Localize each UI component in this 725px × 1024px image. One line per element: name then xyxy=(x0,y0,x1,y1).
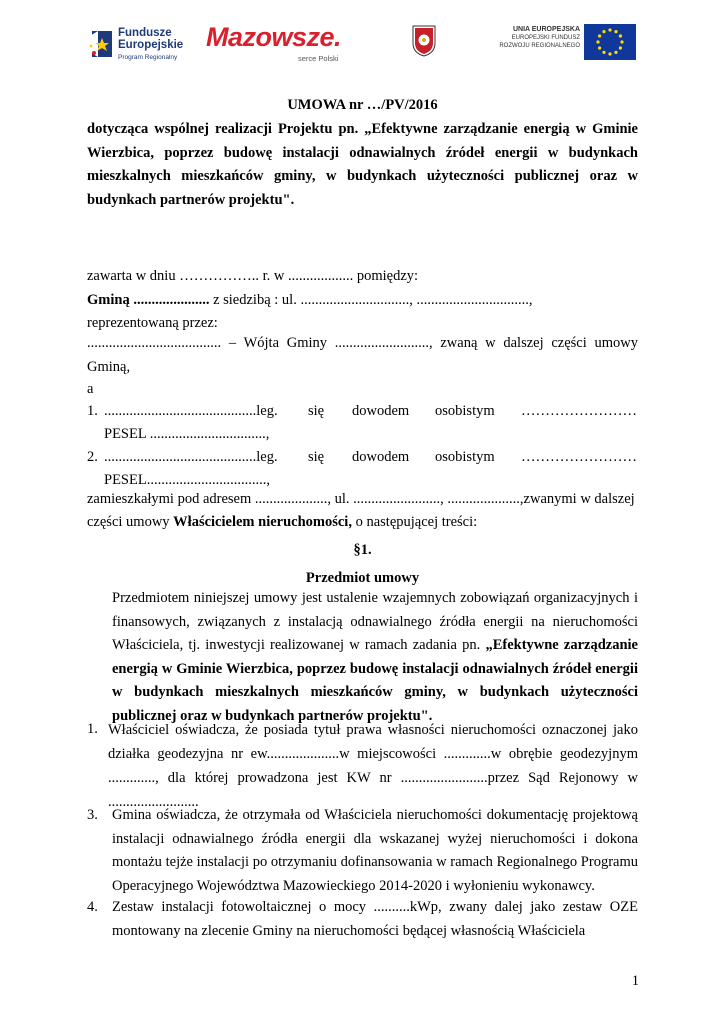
party2-word-dowodem: dowodem xyxy=(352,449,410,465)
section-paragraph-text: Przedmiotem niniejszej umowy jest ustalenie wzajemnych zobowiązań organizacyjnych i finansowych, związanych z instalacją odnawialnego źródła energii na nieruchomości Właściciela, tj. inwestycji realizowanej w ramach zadania pn. xyxy=(112,590,638,653)
fe-line2: Europejskie xyxy=(118,39,184,51)
party2-pesel: PESEL................................., xyxy=(104,472,270,488)
gmina-line xyxy=(87,289,638,313)
page-number: 1 xyxy=(631,973,639,989)
party1-pesel: PESEL ................................, xyxy=(104,426,270,442)
address-line: zamieszkałymi pod adresem ...................., ul. ........................, ....................,zwanymi w dalszej xyxy=(87,491,635,507)
item3-text: Gmina oświadcza, że otrzymała od Właściciela nieruchomości dokumentację projektową instalacji odnawialnego źródła energii dla wskazanej wyżej nieruchomości i dokona montażu tejże instalacji po otrzymaniu dofinansowania w ramach Regionalnego Programu Operacyjnego Województwa Mazowieckiego 2014-2020 i wyłonieniu wykonawcy. xyxy=(112,807,638,894)
party1-word-dowodem: dowodem xyxy=(352,403,410,419)
mazowsze-logo xyxy=(206,22,368,66)
party1-tail: …………………… xyxy=(521,403,637,419)
representation-line: reprezentowaną przez: xyxy=(87,315,218,331)
fe-line3: Program Regionalny xyxy=(118,54,178,61)
owner-line-c: o następującej treści: xyxy=(351,514,478,530)
party2-number: 2. xyxy=(87,449,98,465)
party1-dots: ..........................................leg. xyxy=(104,403,278,419)
document-title: UMOWA nr …/PV/2016 xyxy=(287,97,438,113)
eu-flag-icon xyxy=(584,24,636,60)
item1-number: 1. xyxy=(87,721,98,737)
and-line: a xyxy=(87,381,94,397)
fe-line1: Fundusze xyxy=(118,27,172,39)
ue-line3: ROZWOJU REGIONALNEGO xyxy=(499,43,580,49)
ue-line2: EUROPEJSKI FUNDUSZ xyxy=(511,35,580,41)
fundusze-europejskie-logo xyxy=(86,25,196,67)
eu-text xyxy=(480,26,580,50)
party2-word-sie: się xyxy=(308,449,325,465)
item4-text: Zestaw instalacji fotowoltaicznej o mocy ..........kWp, zwany dalej jako zestaw OZE montowany na zlecenie Gminy na nieruchomości będącej własnością Właściciela xyxy=(112,899,638,939)
party2-word-osobistym: osobistym xyxy=(435,449,495,465)
coat-of-arms-icon xyxy=(412,25,436,57)
section-paragraph xyxy=(112,587,638,728)
party1-number: 1. xyxy=(87,403,98,419)
document-subject: dotycząca wspólnej realizacji Projektu pn. „Efektywne zarządzanie energią w Gminie Wierzbica, poprzez budowę instalacji odnawialnych źródeł energii w budynkach mieszkalnych mieszkańców gminy, w budynkach użyteczności publicznej oraz w budynkach partnerów projektu". xyxy=(87,121,638,208)
gmina-bold: Gminą ..................... xyxy=(87,292,210,308)
mazowsze-word: Mazowsze. xyxy=(206,22,342,52)
gmina-rest: z siedzibą : ul. .............................., ..............................., xyxy=(209,292,533,308)
party2-tail: …………………… xyxy=(521,449,637,465)
section-title: Przedmiot umowy xyxy=(305,570,420,586)
item1-text: Właściciel oświadcza, że posiada tytuł prawa własności nieruchomości oznaczonej jako działka geodezyjna nr ew....................w miejscowości .............w obrębie geodezyjnym ............., dla której prowadzona jest KW nr ........................przez Sąd Rejonowy w ......................... xyxy=(108,722,638,810)
party2-dots: ..........................................leg. xyxy=(104,449,278,465)
owner-line-a: części umowy xyxy=(87,514,174,530)
mazowsze-subtitle: serce Polski xyxy=(298,54,339,63)
intro-line: zawarta w dniu …………….. r. w .................. pomiędzy: xyxy=(87,268,419,284)
owner-line-bold: Właścicielem nieruchomości, xyxy=(173,514,352,530)
logo-bar xyxy=(0,22,725,72)
owner-line xyxy=(87,511,638,535)
ue-line1: UNIA EUROPEJSKA xyxy=(512,26,580,33)
section-number: §1. xyxy=(353,542,372,558)
wojt-line: ..................................... – Wójta Gminy .........................., zwaną w dalszej części umowy Gminą, xyxy=(87,335,638,375)
item4-number: 4. xyxy=(87,899,98,915)
item3-number: 3. xyxy=(87,807,98,823)
fe-star-icon xyxy=(86,27,116,61)
section-paragraph-bold: „Efektywne zarządzanie energią w Gminie Wierzbica, poprzez budowę instalacji odnawialnych źródeł energii w budynkach mieszkalnych mieszkańców gminy, w budynkach użyteczności publicznej oraz w budynkach partnerów projektu". xyxy=(112,637,638,724)
party1-word-sie: się xyxy=(308,403,325,419)
party1-word-osobistym: osobistym xyxy=(435,403,495,419)
